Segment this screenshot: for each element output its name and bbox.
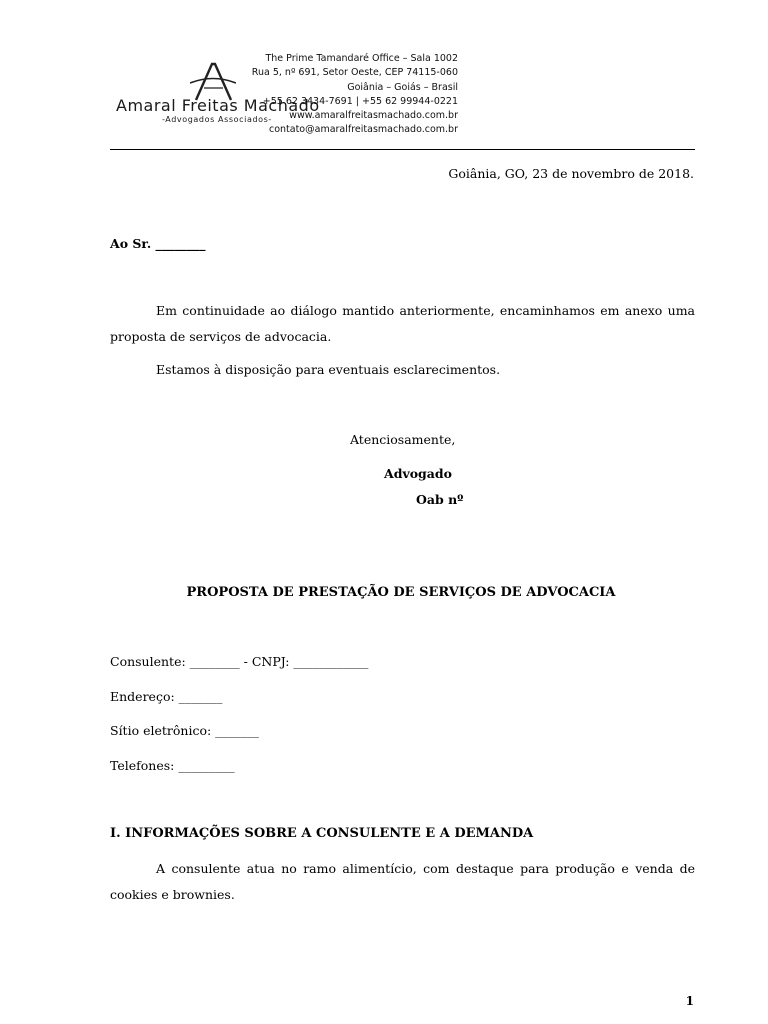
page-number: 1 [685, 994, 694, 1008]
contact-email-line: contato@amaralfreitasmachado.com.br [268, 124, 458, 136]
letter-paragraph-2: Estamos à disposição para eventuais esclarecimentos. [156, 362, 501, 377]
signature-name: Advogado [384, 466, 452, 481]
contact-block [230, 52, 458, 138]
field-sitio-eletronico: Sítio eletrônico: _______ [110, 723, 259, 738]
contact-street-line: Rua 5, nº 691, Setor Oeste, CEP 74115-060 [251, 67, 458, 79]
letter-closing: Atenciosamente, [350, 432, 456, 447]
section-1-paragraph: A consulente atua no ramo alimentício, com destaque para produção e venda de cookies e brownies. [110, 861, 695, 902]
proposal-title: PROPOSTA DE PRESTAÇÃO DE SERVIÇOS DE ADVOCACIA [186, 585, 616, 600]
letter-paragraph-1: Em continuidade ao diálogo mantido anteriormente, encaminhamos em anexo uma proposta de serviços de advocacia. [110, 303, 695, 344]
signature-oab: Oab nº [416, 492, 464, 507]
contact-phone-line: +55 62 3434-7691 | +55 62 99944-0221 [262, 95, 458, 107]
firm-name: Amaral Freitas Machado [116, 96, 320, 115]
letter-greeting: Ao Sr. ________ [110, 236, 206, 251]
section-1-heading: I. INFORMAÇÕES SOBRE A CONSULENTE E A DEMANDA [110, 826, 534, 841]
letter-date: Goiânia, GO, 23 de novembro de 2018. [448, 166, 694, 181]
header-divider [110, 149, 695, 150]
firm-subtitle: -Advogados Associados- [162, 115, 272, 124]
contact-city-line: Goiânia – Goiás – Brasil [347, 81, 458, 93]
field-endereco: Endereço: _______ [110, 689, 223, 704]
field-telefones: Telefones: _________ [110, 758, 235, 773]
field-consulente: Consulente: ________ - CNPJ: ____________ [110, 654, 369, 669]
contact-website-line: www.amaralfreitasmachado.com.br [289, 110, 458, 122]
contact-address-line: The Prime Tamandaré Office – Sala 1002 [265, 53, 458, 64]
